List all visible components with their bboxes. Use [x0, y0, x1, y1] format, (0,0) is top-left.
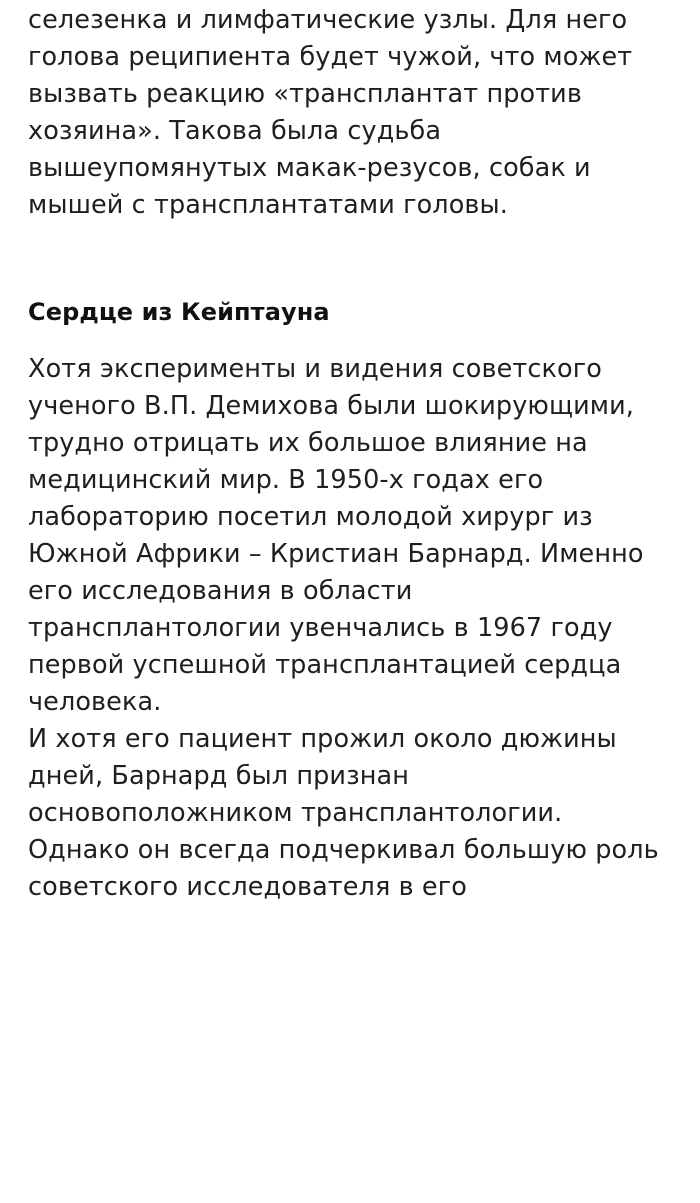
paragraph-2: Хотя эксперименты и видения советского ученого В.П. Демихова были шокирующими, трудно отрицать их большое влияние на медицинский мир. В 1950-х годах его лабораторию посетил молодой хирург из Южной Африки – Кристиан Барнард. Именно его исследования в области трансплантологии увенчались в 1967 году первой успешной трансплантацией сердца человека.: [28, 354, 644, 718]
section-heading: Сердце из Кейптауна: [28, 297, 330, 326]
paragraph-1: селезенка и лимфатические узлы. Для него голова реципиента будет чужой, что может вызвать реакцию «трансплантат против хозяина». Такова была судьба вышеупомянутых макак-резусов, собак и мышей с трансплантатами головы.: [28, 5, 633, 220]
heading-spacer: [28, 329, 672, 351]
paragraph-spacer: [28, 224, 672, 296]
article-body: [28, 0, 672, 906]
paragraph-3: И хотя его пациент прожил около дюжины дней, Барнард был признан основоположником трансплантологии. Однако он всегда подчеркивал большую роль советского исследователя в его: [28, 724, 659, 902]
